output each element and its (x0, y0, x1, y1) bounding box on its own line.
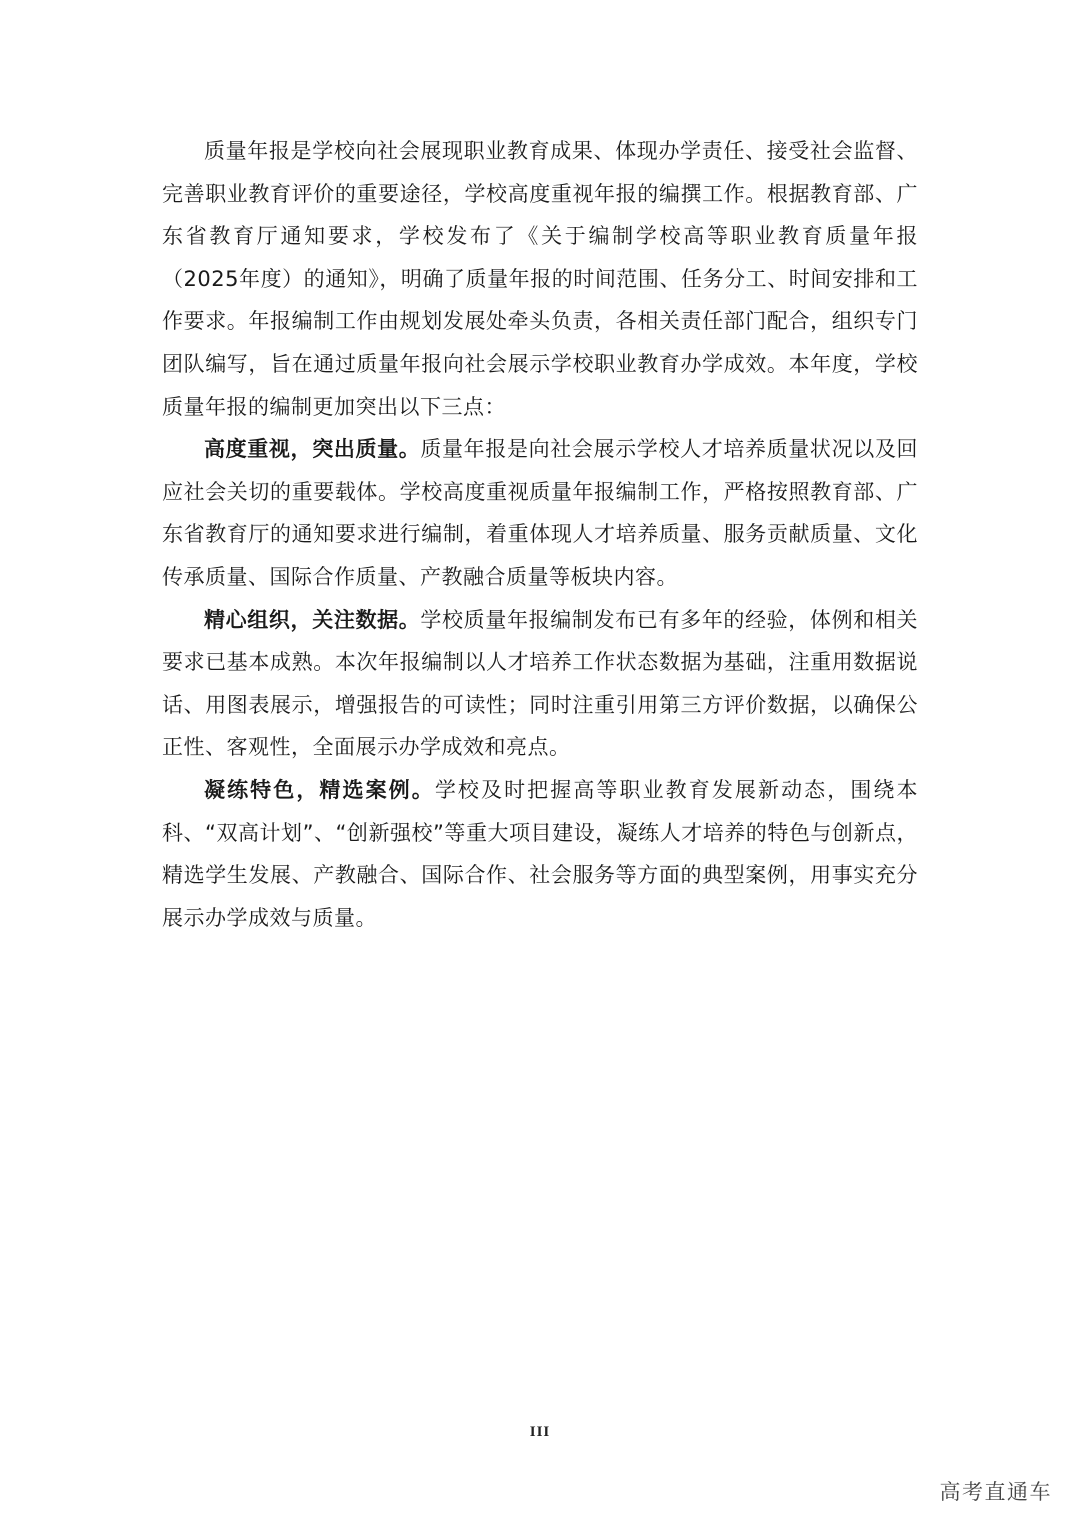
paragraph-intro (162, 130, 918, 428)
paragraph-lead: 凝练特色，精选案例。 (204, 777, 435, 802)
paragraph-lead: 高度重视，突出质量。 (204, 437, 421, 462)
paragraph-text: 质量年报是向社会展示学校人才培养质量状况以及回应社会关切的重要载体。学校高度重视质量年报编制工作，严格按照教育部、广东省教育厅的通知要求进行编制，着重体现人才培养质量、服务贡献质量、文化传承质量、国际合作质量、产教融合质量等板块内容。 (162, 437, 918, 589)
paragraph-quality-focus (162, 428, 918, 598)
paragraph-text: 学校质量年报编制发布已有多年的经验，体例和相关要求已基本成熟。本次年报编制以人才培养工作状态数据为基础，注重用数据说话、用图表展示，增强报告的可读性；同时注重引用第三方评价数据，以确保公正性、客观性，全面展示办学成效和亮点。 (162, 607, 918, 760)
document-body (162, 130, 918, 939)
watermark-text: 高考直通车 (939, 1480, 1052, 1504)
paragraph-data-focus (162, 599, 918, 769)
paragraph-case-focus (162, 769, 918, 939)
paragraph-text: 质量年报是学校向社会展现职业教育成果、体现办学责任、接受社会监督、完善职业教育评价的重要途径，学校高度重视年报的编撰工作。根据教育部、广东省教育厅通知要求，学校发布了《关于编制学校高等职业教育质量年报（2025年度）的通知》，明确了质量年报的时间范围、任务分工、时间安排和工作要求。年报编制工作由规划发展处牵头负责，各相关责任部门配合，组织专门团队编写，旨在通过质量年报向社会展示学校职业教育办学成效。本年度，学校质量年报的编制更加突出以下三点： (162, 139, 918, 419)
paragraph-text: 学校及时把握高等职业教育发展新动态，围绕本科、“双高计划”、“创新强校”等重大项目建设，凝练人才培养的特色与创新点，精选学生发展、产教融合、国际合作、社会服务等方面的典型案例，用事实充分展示办学成效与质量。 (162, 777, 919, 930)
page-number: III (529, 1424, 551, 1440)
paragraph-lead: 精心组织，关注数据。 (204, 607, 421, 632)
